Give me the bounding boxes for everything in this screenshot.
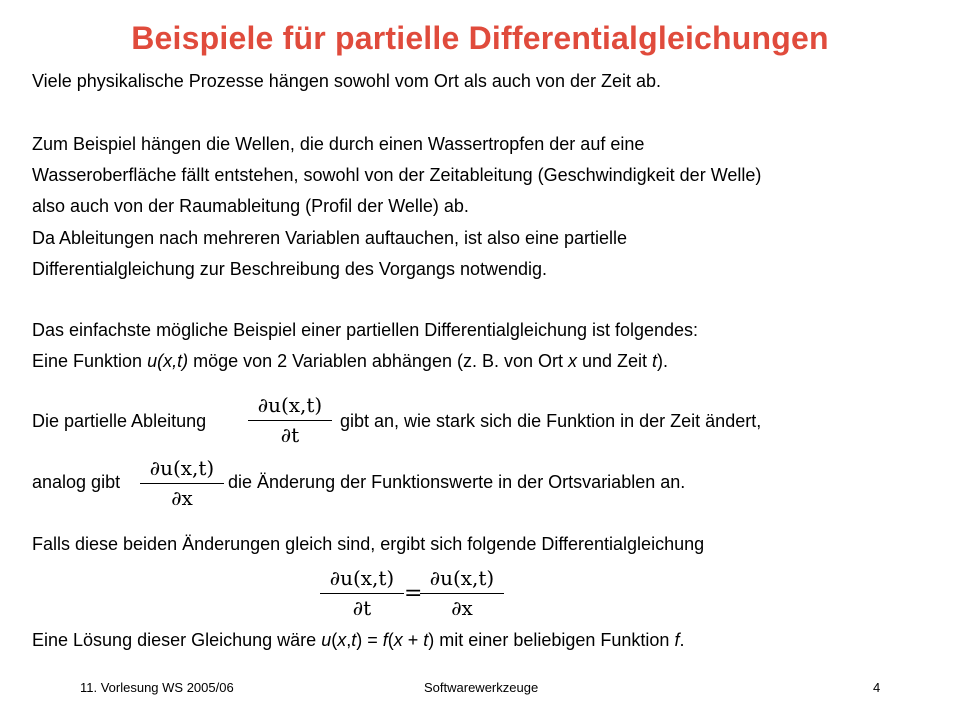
text-line-1: Viele physikalische Prozesse hängen sowohl vom Ort als auch von der Zeit ab. [32, 71, 661, 91]
function-symbol: u(x,t) [147, 351, 189, 371]
solution-u: u [321, 630, 332, 650]
solution-e: , [346, 630, 352, 650]
var-t: t [652, 351, 658, 371]
fraction-bar [320, 593, 404, 594]
solution-o: . [679, 630, 685, 650]
var-x: x [567, 351, 577, 371]
solution-x: x [337, 630, 347, 650]
fraction-bar [248, 420, 332, 421]
solution-m: ) mit einer beliebigen Funktion [428, 630, 675, 650]
space-deriv-text-after: die Änderung der Funktionswerte in der Ortsvariablen an. [228, 472, 686, 492]
equation-lhs-numerator: ∂u(x,t) [329, 566, 395, 590]
time-deriv-text-after: gibt an, wie stark sich die Funktion in der Zeit ändert, [340, 411, 762, 431]
space-deriv-numerator: ∂u(x,t) [149, 456, 215, 480]
solution-t: t [351, 630, 357, 650]
solution-f2: f [674, 630, 680, 650]
solution-g: ) = [356, 630, 383, 650]
footer-course: Softwarewerkzeuge [424, 680, 539, 695]
time-deriv-denominator: ∂t [280, 423, 300, 447]
text-line-2: Zum Beispiel hängen die Wellen, die durch einen Wassertropfen der auf eine [32, 134, 645, 154]
function-line [32, 350, 668, 372]
function-line-e: und Zeit [576, 351, 653, 371]
solution-c: ( [331, 630, 338, 650]
time-deriv-numerator: ∂u(x,t) [257, 393, 323, 417]
solution-f: f [382, 630, 388, 650]
fraction-bar [140, 483, 224, 484]
text-line-5: Da Ableitungen nach mehreren Variablen auftauchen, ist also eine partielle [32, 228, 628, 248]
slide-title: Beispiele für partielle Differentialgleichungen [131, 20, 829, 56]
function-line-c: möge von 2 Variablen abhängen (z. B. von Ort [188, 351, 568, 371]
equal-line: Falls diese beiden Änderungen gleich sind, ergibt sich folgende Differentialgleichung [32, 534, 705, 554]
equation-rhs-fraction [420, 566, 504, 620]
solution-a: Eine Lösung dieser Gleichung wäre [32, 630, 322, 650]
time-derivative-fraction [248, 393, 332, 447]
solution-x2: x [393, 630, 403, 650]
solution-i: ( [387, 630, 394, 650]
space-derivative-fraction [140, 456, 224, 510]
text-line-3: Wasseroberfläche fällt entstehen, sowohl von der Zeitableitung (Geschwindigkeit der Welle) [32, 165, 762, 185]
equation-rhs-denominator: ∂x [451, 596, 473, 620]
text-line-6: Differentialgleichung zur Beschreibung des Vorgangs notwendig. [32, 259, 548, 279]
equation-lhs-denominator: ∂t [352, 596, 372, 620]
solution-t2: t [423, 630, 429, 650]
text-line-4: also auch von der Raumableitung (Profil der Welle) ab. [32, 196, 469, 216]
function-line-g: ). [657, 351, 669, 371]
space-deriv-denominator: ∂x [171, 486, 193, 510]
space-deriv-text-before: analog gibt [32, 472, 121, 492]
text-line-7: Das einfachste mögliche Beispiel einer partiellen Differentialgleichung ist folgendes: [32, 320, 699, 340]
page-number: 4 [873, 680, 881, 695]
time-deriv-text-before: Die partielle Ableitung [32, 411, 207, 431]
equals-sign: = [404, 581, 423, 606]
fraction-bar [420, 593, 504, 594]
solution-k: + [402, 630, 424, 650]
equation-rhs-numerator: ∂u(x,t) [429, 566, 495, 590]
equation-lhs-fraction [320, 566, 404, 620]
footer-lecture: 11. Vorlesung WS 2005/06 [80, 680, 234, 695]
solution-line [32, 629, 684, 651]
function-line-a: Eine Funktion [32, 351, 148, 371]
